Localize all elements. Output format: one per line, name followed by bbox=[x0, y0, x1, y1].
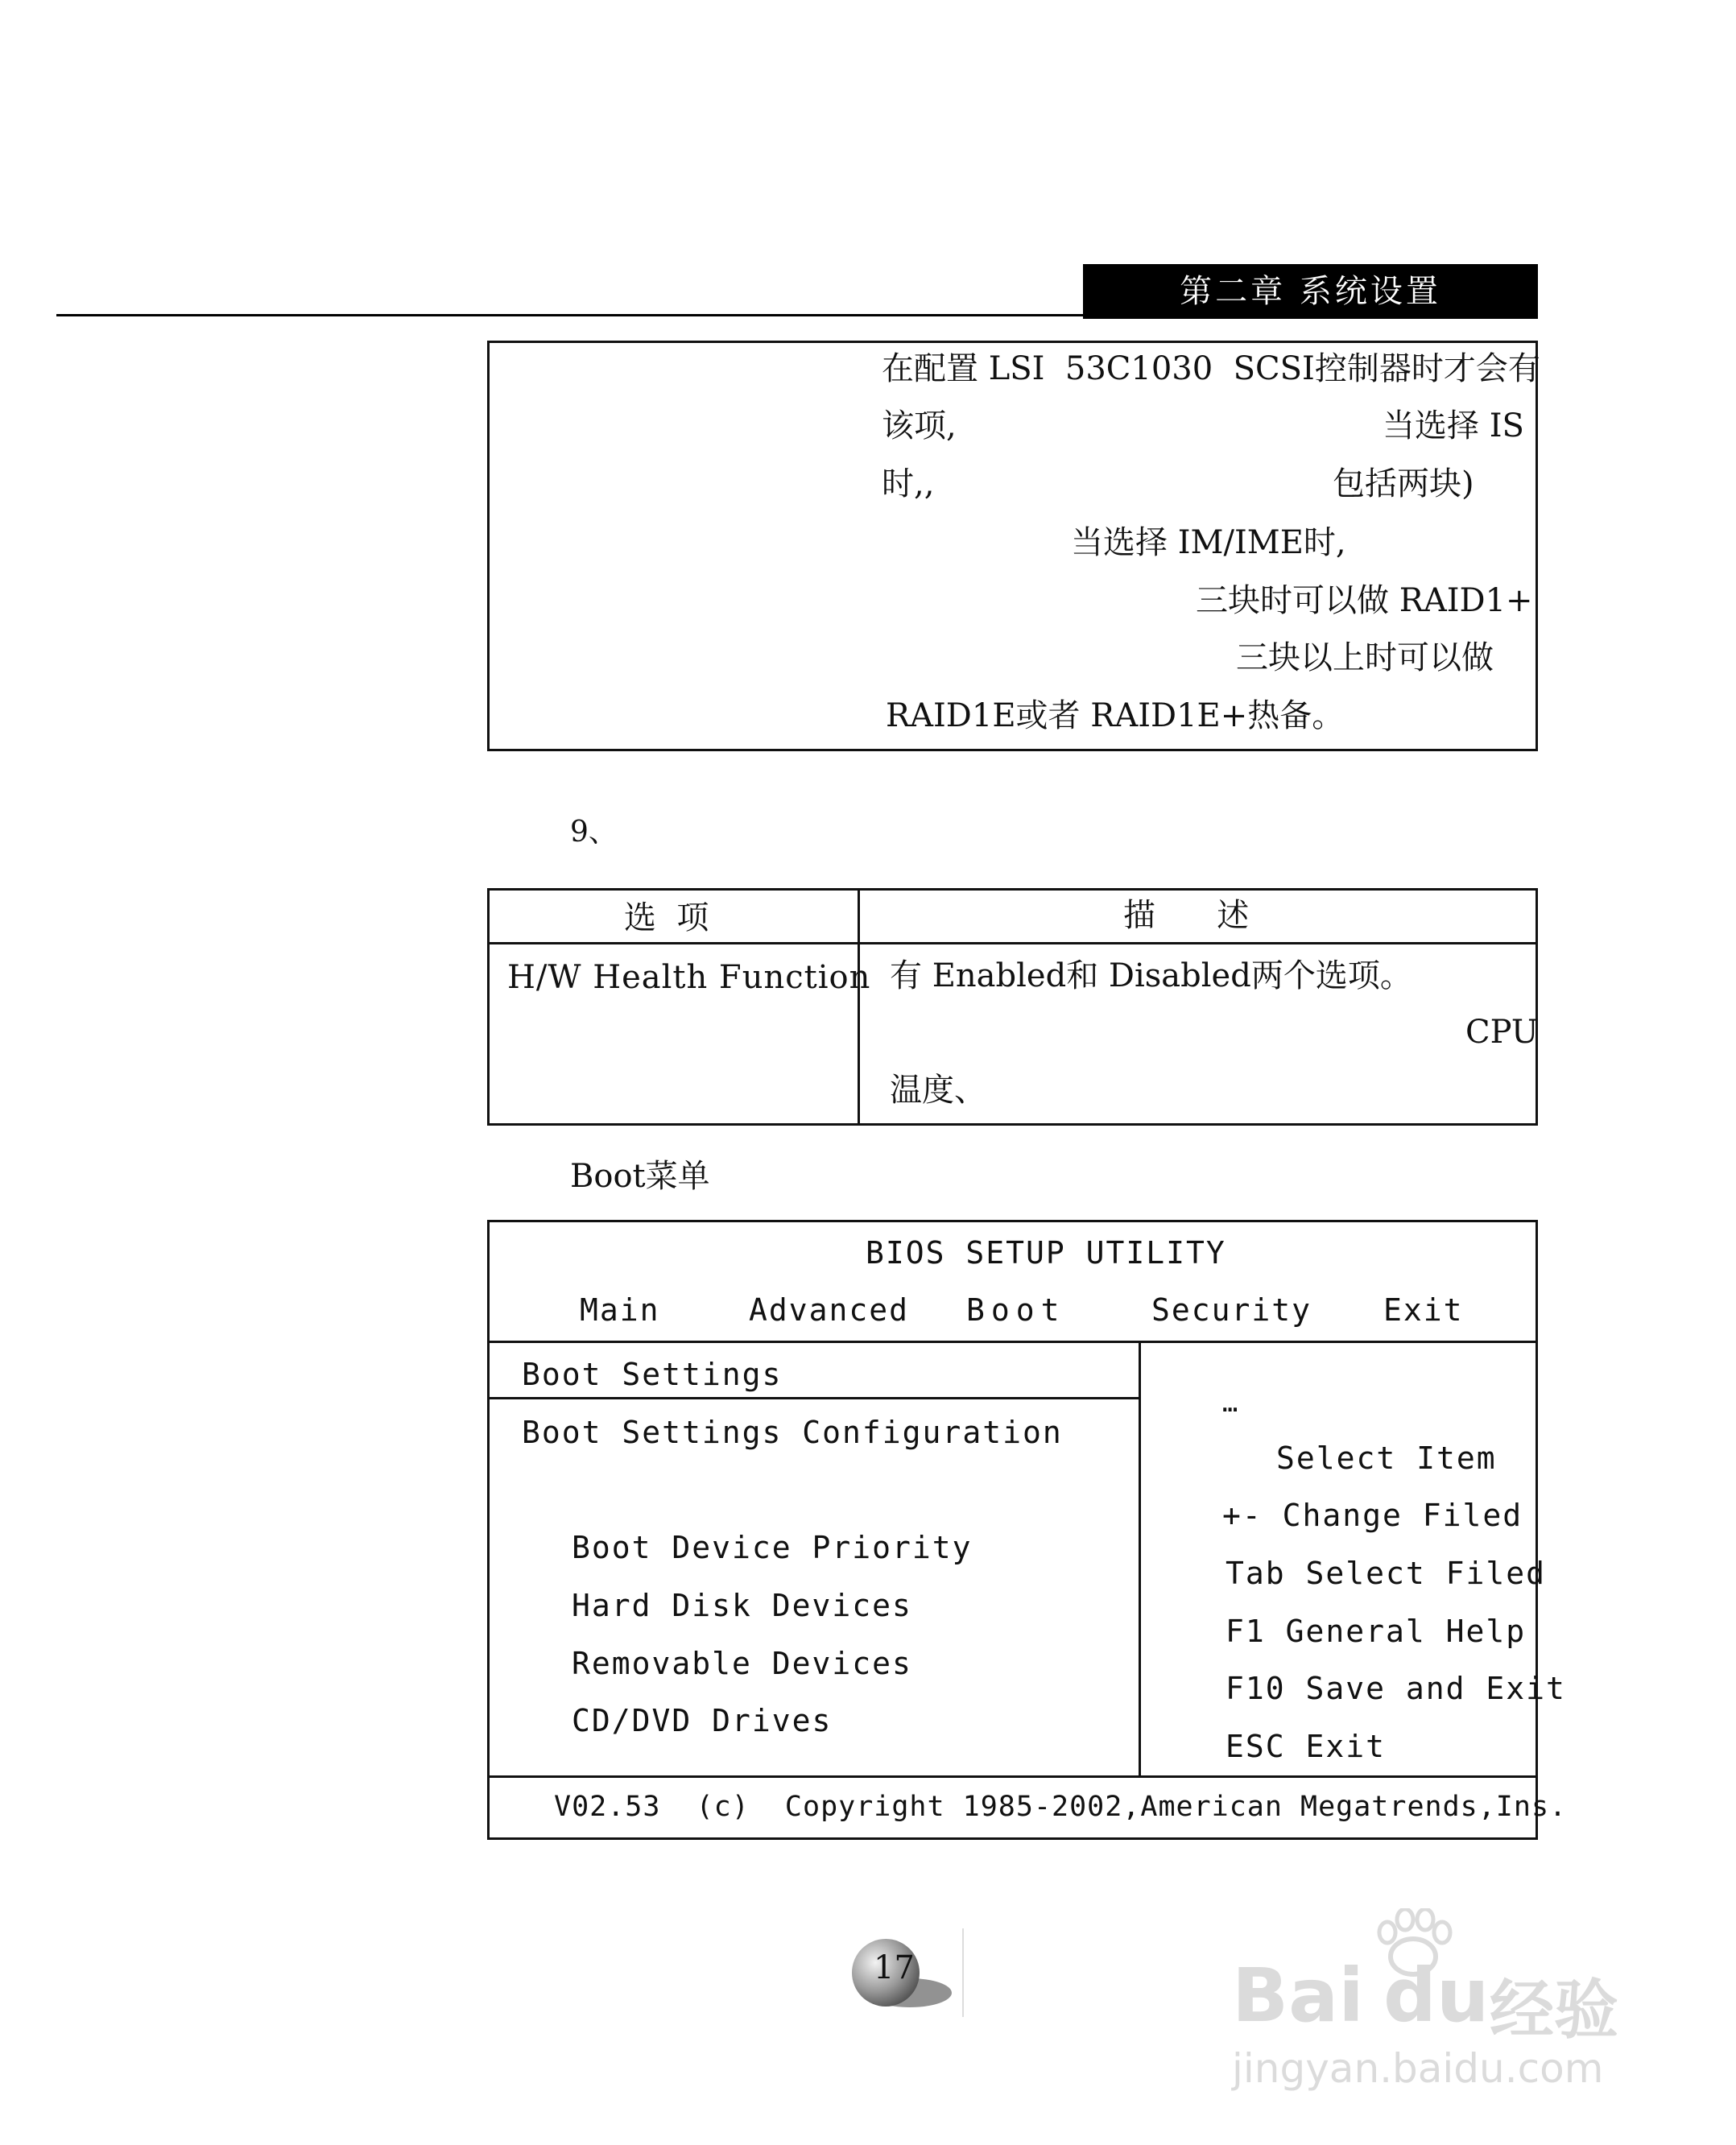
bios-help-ellipsis: … bbox=[1222, 1387, 1240, 1418]
bios-menu-boot[interactable]: Boot bbox=[966, 1292, 1066, 1328]
bios-help-line: Tab Select Filed bbox=[1226, 1556, 1547, 1591]
bios-item-removable-devices[interactable]: Removable Devices bbox=[572, 1646, 912, 1681]
page-number: 17 bbox=[874, 1949, 915, 1986]
box1-line: 在配置 LSI 53C1030 SCSI控制器时才会有 bbox=[882, 350, 1540, 387]
watermark-brand-du: du bbox=[1383, 1953, 1490, 2039]
table-cell-desc-line: CPU bbox=[1465, 1014, 1539, 1051]
box1-line: 该项, bbox=[882, 407, 957, 444]
bios-config-title: Boot Settings Configuration bbox=[522, 1415, 1063, 1450]
bios-menu-divider bbox=[487, 1341, 1538, 1343]
box1-line: RAID1E或者 RAID1E+热备。 bbox=[886, 697, 1345, 734]
table-header-description: 描 述 bbox=[1123, 897, 1250, 934]
box1-line: 三块时可以做 RAID1+ bbox=[1196, 582, 1533, 619]
bios-help-line: F10 Save and Exit bbox=[1226, 1671, 1566, 1706]
table-cell-desc-line: 温度、 bbox=[890, 1072, 986, 1109]
table-header-option: 选 项 bbox=[624, 899, 709, 936]
bios-menu-main[interactable]: Main bbox=[580, 1292, 660, 1328]
bios-footer-copyright: V02.53 (c) Copyright 1985-2002,American Megatrends,Ins. bbox=[554, 1791, 1568, 1823]
boot-menu-heading: Boot菜单 bbox=[570, 1158, 710, 1195]
bios-item-hard-disk-devices[interactable]: Hard Disk Devices bbox=[572, 1588, 912, 1623]
box1-line: 包括两块) bbox=[1333, 465, 1474, 502]
header-rule bbox=[56, 314, 1538, 316]
watermark-cn: 经验 bbox=[1490, 1973, 1618, 2048]
description-box bbox=[487, 341, 1538, 751]
chapter-header: 第二章 系统设置 bbox=[1083, 264, 1538, 319]
table-cell-option: H/W Health Function bbox=[507, 959, 871, 996]
bios-menu-exit[interactable]: Exit bbox=[1383, 1292, 1464, 1328]
baidu-jingyan-watermark bbox=[1224, 1908, 1643, 2092]
bios-menu-security[interactable]: Security bbox=[1151, 1292, 1312, 1328]
bios-help-line: Select Item bbox=[1276, 1440, 1497, 1476]
bios-footer-divider bbox=[487, 1775, 1538, 1778]
bios-item-boot-device-priority[interactable]: Boot Device Priority bbox=[572, 1530, 973, 1565]
watermark-brand: Bai bbox=[1232, 1953, 1364, 2039]
bios-help-line: +- Change Filed bbox=[1222, 1498, 1523, 1533]
table-header-divider bbox=[487, 942, 1538, 944]
watermark-url: jingyan.baidu.com bbox=[1232, 2045, 1604, 2092]
bios-section-title: Boot Settings bbox=[522, 1357, 783, 1392]
box1-line: 当选择 IM/IME时, bbox=[1071, 524, 1346, 561]
bios-title: BIOS SETUP UTILITY bbox=[866, 1235, 1226, 1271]
box1-line: 三块以上时可以做 bbox=[1236, 639, 1494, 676]
bios-section-divider bbox=[487, 1397, 1139, 1399]
table-cell-desc-line: 有 Enabled和 Disabled两个选项。 bbox=[890, 957, 1412, 994]
bios-help-line: ESC Exit bbox=[1226, 1729, 1387, 1764]
bios-pane-divider bbox=[1139, 1341, 1141, 1775]
bios-menu-advanced[interactable]: Advanced bbox=[749, 1292, 910, 1328]
page-number-divider bbox=[962, 1928, 964, 2017]
box1-line: 当选择 IS bbox=[1383, 407, 1524, 444]
bios-item-cd-dvd-drives[interactable]: CD/DVD Drives bbox=[572, 1703, 833, 1738]
bios-help-line: F1 General Help bbox=[1226, 1614, 1527, 1649]
section-number: 9、 bbox=[570, 816, 618, 849]
table-column-divider bbox=[858, 888, 860, 1126]
box1-line: 时,, bbox=[882, 465, 935, 502]
